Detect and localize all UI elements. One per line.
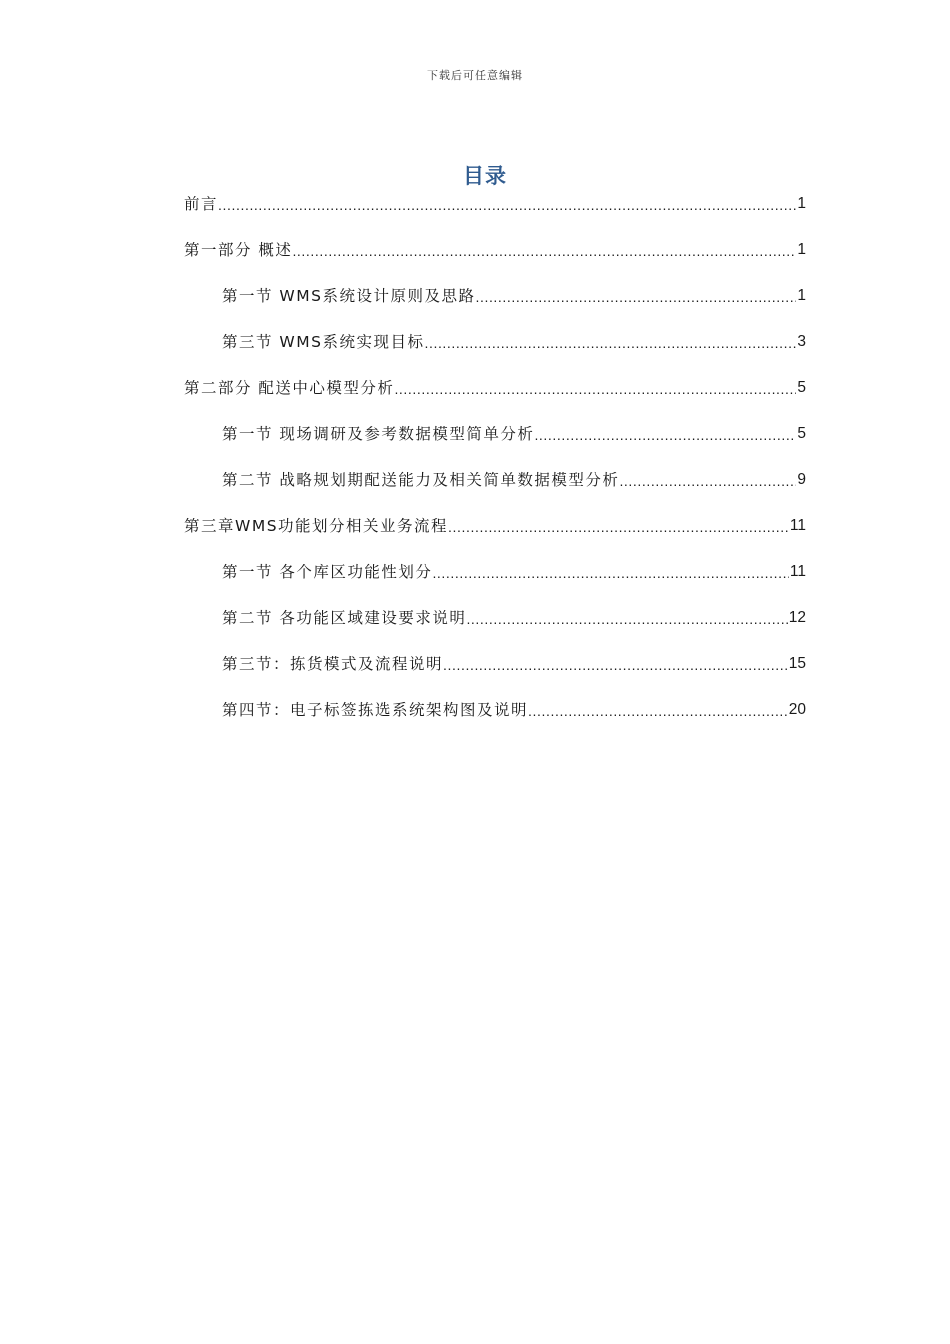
toc-dot-leader xyxy=(448,515,789,538)
toc-dot-leader xyxy=(218,193,796,216)
toc-dot-leader xyxy=(466,607,787,630)
toc-entry-chapter-3-section-2[interactable] xyxy=(184,607,806,653)
toc-entry-label: 第一节 现场调研及参考数据模型简单分析 xyxy=(222,425,535,443)
toc-entry-label: 第四节：电子标签拣选系统架构图及说明 xyxy=(222,701,529,719)
toc-entry-label: 第二节 各功能区域建设要求说明 xyxy=(222,609,467,627)
toc-dot-leader xyxy=(443,653,788,676)
toc-page-number: 5 xyxy=(797,425,806,442)
toc-dot-leader xyxy=(432,561,788,584)
toc-entry-chapter-3-section-4[interactable] xyxy=(184,699,806,745)
toc-entry-label: 前言 xyxy=(184,195,219,213)
toc-dot-leader xyxy=(424,331,796,354)
toc-entry-part-1-section-1[interactable] xyxy=(184,285,806,331)
toc-entry-part-2[interactable] xyxy=(184,377,806,423)
toc-entry-part-1-section-3[interactable] xyxy=(184,331,806,377)
toc-dot-leader xyxy=(619,469,796,492)
toc-entry-label: 第一部分 概述 xyxy=(184,241,293,259)
toc-page-number: 1 xyxy=(797,195,806,212)
toc-entry-part-2-section-2[interactable] xyxy=(184,469,806,515)
toc-entry-part-1[interactable] xyxy=(184,239,806,285)
toc-dot-leader xyxy=(475,285,796,308)
toc-dot-leader xyxy=(292,239,796,262)
toc-page-number: 9 xyxy=(797,471,806,488)
table-of-contents xyxy=(184,193,806,745)
toc-entry-chapter-3-section-1[interactable] xyxy=(184,561,806,607)
toc-dot-leader xyxy=(394,377,796,400)
toc-dot-leader xyxy=(528,699,788,722)
toc-page-number: 1 xyxy=(797,287,806,304)
toc-entry-label: 第一节 WMS系统设计原则及思路 xyxy=(222,287,476,305)
toc-entry-chapter-3-section-3[interactable] xyxy=(184,653,806,699)
toc-entry-label: 第二部分 配送中心模型分析 xyxy=(184,379,395,397)
toc-entry-label: 第三节：拣货模式及流程说明 xyxy=(222,655,444,673)
toc-entry-part-2-section-1[interactable] xyxy=(184,423,806,469)
toc-page-number: 1 xyxy=(797,241,806,258)
toc-title: 目录 xyxy=(463,164,507,188)
page-header: 下载后可任意编辑 xyxy=(427,69,523,82)
toc-entry-label: 第三章WMS功能划分相关业务流程 xyxy=(184,517,449,535)
toc-entry-label: 第三节 WMS系统实现目标 xyxy=(222,333,425,351)
toc-page-number: 20 xyxy=(788,701,806,718)
toc-page-number: 15 xyxy=(788,655,806,672)
toc-entry-label: 第二节 战略规划期配送能力及相关简单数据模型分析 xyxy=(222,471,620,489)
toc-page-number: 5 xyxy=(797,379,806,396)
toc-dot-leader xyxy=(534,423,796,446)
toc-page-number: 11 xyxy=(789,563,806,580)
toc-page-number: 12 xyxy=(788,609,806,626)
toc-entry-preface[interactable] xyxy=(184,193,806,239)
toc-page-number: 11 xyxy=(789,517,806,534)
toc-entry-chapter-3[interactable] xyxy=(184,515,806,561)
toc-page-number: 3 xyxy=(797,333,806,350)
toc-entry-label: 第一节 各个库区功能性划分 xyxy=(222,563,433,581)
